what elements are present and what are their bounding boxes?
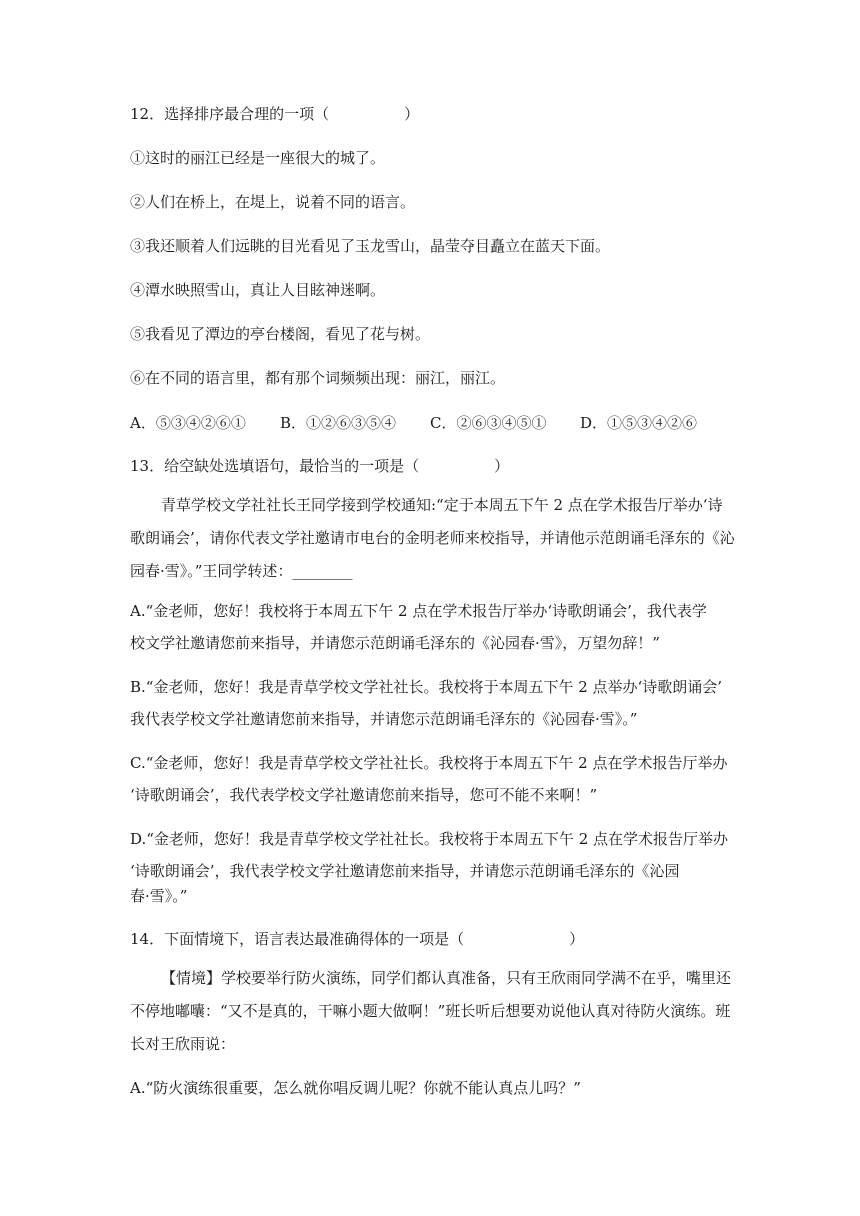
q13-option-c-line-2: ‘诗歌朗诵会’，我代表学校文学社邀请您前来指导，您可不能不来啊！” [130,786,598,804]
question-14-stem: 14．下面情境下，语言表达最准确得体的一项是（ ） [130,930,585,948]
question-13-stem: 13．给空缺处选填语句，最恰当的一项是（ ） [130,457,510,475]
q12-sentence-2: ②人们在桥上，在堤上，说着不同的语言。 [130,193,416,211]
q12-sentence-6: ⑥在不同的语言里，都有那个词频频出现：丽江，丽江。 [130,369,506,387]
q12-sentence-3: ③我还顺着人们远眺的目光看见了玉龙雪山，晶莹夺目矗立在蓝天下面。 [130,237,611,255]
q13-option-d-line-2: ‘诗歌朗诵会’，我代表学校文学社邀请您前来指导，并请您示范朗诵毛泽东的《沁园 [130,862,680,880]
q13-option-d-line-3: 春·雪》。” [130,887,188,905]
q13-option-d-line-1: D.“金老师，您好！我是青草学校文学社社长。我校将于本周五下午 2 点在学术报告厅举办 [130,830,729,848]
q12-sentence-4: ④潭水映照雪山，真让人目眩神迷啊。 [130,281,386,299]
q12-options [130,412,730,433]
q14-option-a: A.“防火演练很重要，怎么就你唱反调儿呢？你就不能认真点儿吗？” [130,1079,581,1097]
q13-option-a-line-1: A.“金老师，您好！我校将于本周五下午 2 点在学术报告厅举办‘诗歌朗诵会’，我代表学 [130,602,707,620]
q14-passage-line-2: 不停地嘟囔：“又不是真的，干嘛小题大做啊！”班长听后想要劝说他认真对待防火演练。班 [130,1002,731,1020]
q12-option-c: C．②⑥③④⑤① [430,414,547,432]
q13-passage-line-3: 园春·雪》。”王同学转述：________ [130,562,353,580]
q12-sentence-1: ①这时的丽江已经是一座很大的城了。 [130,149,386,167]
q13-passage-line-2: 歌朗诵会’，请你代表文学社邀请市电台的金明老师来校指导，并请他示范朗诵毛泽东的《沁 [130,529,735,547]
q14-passage-line-1: 【情境】学校要举行防火演练，同学们都认真准备，只有王欣雨同学满不在乎，嘴里还 [161,969,732,987]
q12-option-b: B．①②⑥③⑤④ [280,414,397,432]
q12-option-a: A．⑤③④②⑥① [130,414,246,432]
q13-option-c-line-1: C.“金老师，您好！我是青草学校文学社社长。我校将于本周五下午 2 点在学术报告厅举办 [130,754,728,772]
q12-sentence-5: ⑤我看见了潭边的亭台楼阁，看见了花与树。 [130,325,431,343]
question-12-stem: 12．选择排序最合理的一项（ ） [130,105,420,123]
q13-passage-line-1: 青草学校文学社社长王同学接到学校通知:“定于本周五下午 2 点在学术报告厅举办‘诗 [161,496,723,514]
q13-option-b-line-2: 我代表学校文学社邀请您前来指导，并请您示范朗诵毛泽东的《沁园春·雪》。” [130,710,638,728]
q13-option-b-line-1: B.“金老师，您好！我是青草学校文学社社长。我校将于本周五下午 2 点举办‘诗歌朗诵会’ [130,678,723,696]
q12-option-d: D．①⑤③④②⑥ [580,414,698,432]
q14-passage-line-3: 长对王欣雨说： [130,1035,236,1053]
q13-option-a-line-2: 校文学社邀请您前来指导，并请您示范朗诵毛泽东的《沁园春·雪》，万望勿辞！” [130,634,660,652]
